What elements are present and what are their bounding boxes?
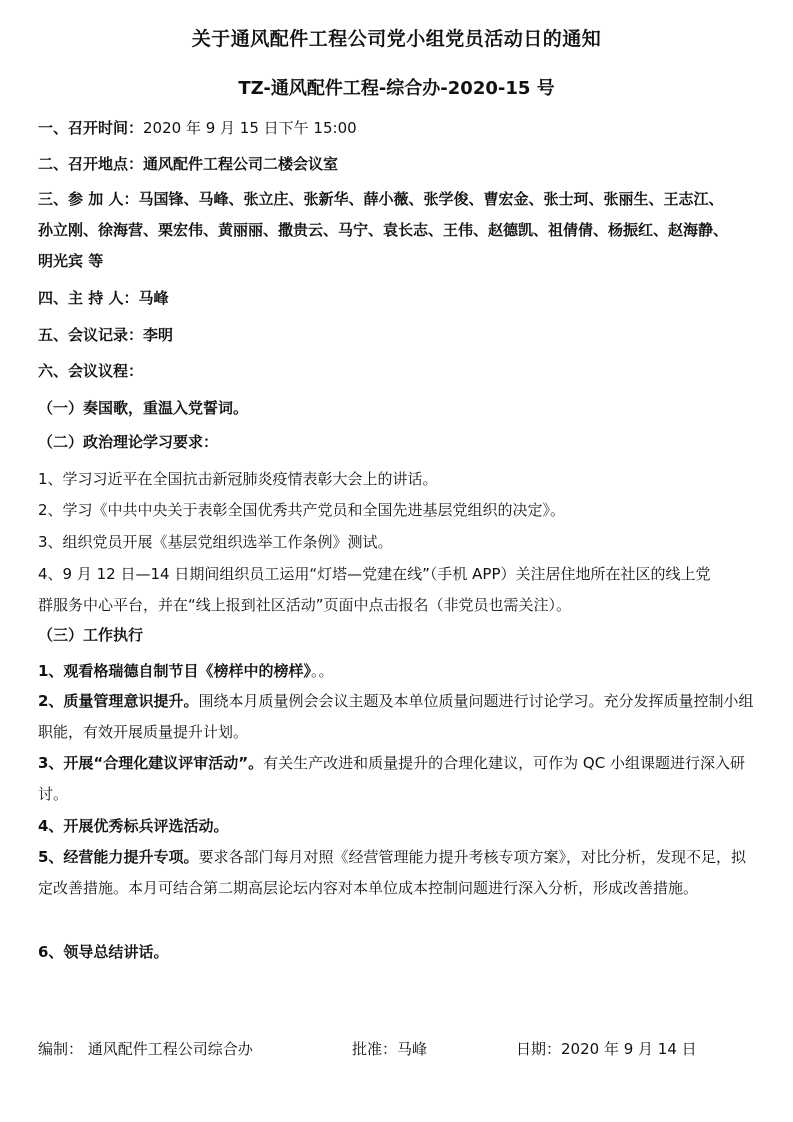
- section-1-heading: （一）奏国歌，重温入党誓词。: [38, 399, 249, 417]
- section-3-item-1-text: 。。: [310, 662, 334, 680]
- section-2-item-2: 2、学习《中共中央关于表彰全国优秀共产党员和全国先进基层党组织的决定》。: [38, 501, 566, 519]
- meeting-time-line: [38, 113, 760, 144]
- meeting-time-value: 2020 年 9 月 15 日下午 15:00: [143, 119, 357, 137]
- footer-date: 日期：2020 年 9 月 14 日: [516, 1040, 697, 1058]
- section-2-item-4-line-2: 群服务中心平台，并在“线上报到社区活动”页面中点击报名（非党员也需关注）。: [38, 596, 572, 614]
- meeting-time-label: 一、召开时间：: [38, 119, 144, 137]
- host-value: 马峰: [138, 289, 169, 307]
- recorder-line: [38, 320, 760, 351]
- host-label: 四、主 持 人：: [38, 289, 139, 307]
- meeting-location-line: [38, 149, 760, 180]
- section-3-item-4: 4、开展优秀标兵评选活动。: [38, 817, 229, 835]
- section-3-item-2-text: 围绕本月质量例会会议主题及本单位质量问题进行讨论学习。充分发挥质量控制小组职能，有效开展质量提升计划。: [38, 692, 754, 741]
- agenda-heading: 六、会议议程：: [38, 362, 144, 380]
- recorder-value: 李明: [143, 326, 174, 344]
- footer-editor: 编制： 通风配件工程公司综合办: [38, 1040, 253, 1058]
- participants-label: 三、参 加 人：: [38, 190, 139, 208]
- participants-line-1: [38, 184, 760, 215]
- section-2-item-4-line-1: 4、9 月 12 日—14 日期间组织员工运用“灯塔—党建在线”（手机 APP）关注居住地所在社区的线上党: [38, 565, 711, 583]
- meeting-location-value: 通风配件工程公司二楼会议室: [143, 155, 339, 173]
- section-3-item-3: [38, 748, 758, 810]
- section-2-heading: （二）政治理论学习要求：: [38, 433, 219, 451]
- section-3-item-2-label: 2、质量管理意识提升。: [38, 692, 199, 710]
- document-number: TZ-通风配件工程-综合办-2020-15 号: [238, 78, 555, 99]
- section-3-item-2: [38, 686, 758, 748]
- section-2-item-3: 3、组织党员开展《基层党组织选举工作条例》测试。: [38, 533, 393, 551]
- section-3-item-6: 6、领导总结讲话。: [38, 943, 169, 961]
- section-3-item-5-label: 5、经营能力提升专项。: [38, 848, 199, 866]
- document-title: 关于通风配件工程公司党小组党员活动日的通知: [191, 28, 602, 50]
- section-2-item-1: 1、学习习近平在全国抗击新冠肺炎疫情表彰大会上的讲话。: [38, 470, 438, 488]
- meeting-location-label: 二、召开地点：: [38, 155, 144, 173]
- section-3-item-1-label: 1、观看格瑞德自制节目《榜样中的榜样》: [38, 662, 311, 680]
- section-3-item-1: [38, 656, 760, 687]
- participants-line-3: 明光宾 等: [38, 252, 104, 270]
- section-3-item-5: [38, 842, 758, 904]
- section-3-heading: （三）工作执行: [38, 626, 144, 644]
- section-3-item-5-text: 要求各部门每月对照《经营管理能力提升考核专项方案》，对比分析，发现不足，拟定改善措施。本月可结合第二期高层论坛内容对本单位成本控制问题进行深入分析，形成改善措施。: [38, 848, 746, 897]
- host-line: [38, 283, 760, 314]
- recorder-label: 五、会议记录：: [38, 326, 144, 344]
- participants-list-1: 马国锋、马峰、张立庄、张新华、薛小薇、张学俊、曹宏金、张士珂、张丽生、王志江、: [138, 190, 724, 208]
- participants-line-2: 孙立刚、徐海营、栗宏伟、黄丽丽、撒贵云、马宁、袁长志、王伟、赵德凯、祖倩倩、杨振红、赵海静、: [38, 221, 729, 239]
- footer-approver: 批准：马峰: [352, 1040, 428, 1058]
- section-3-item-3-text: 有关生产改进和质量提升的合理化建议，可作为 QC 小组课题进行深入研讨。: [38, 754, 745, 803]
- section-3-item-3-label: 3、开展“合理化建议评审活动”。: [38, 754, 264, 772]
